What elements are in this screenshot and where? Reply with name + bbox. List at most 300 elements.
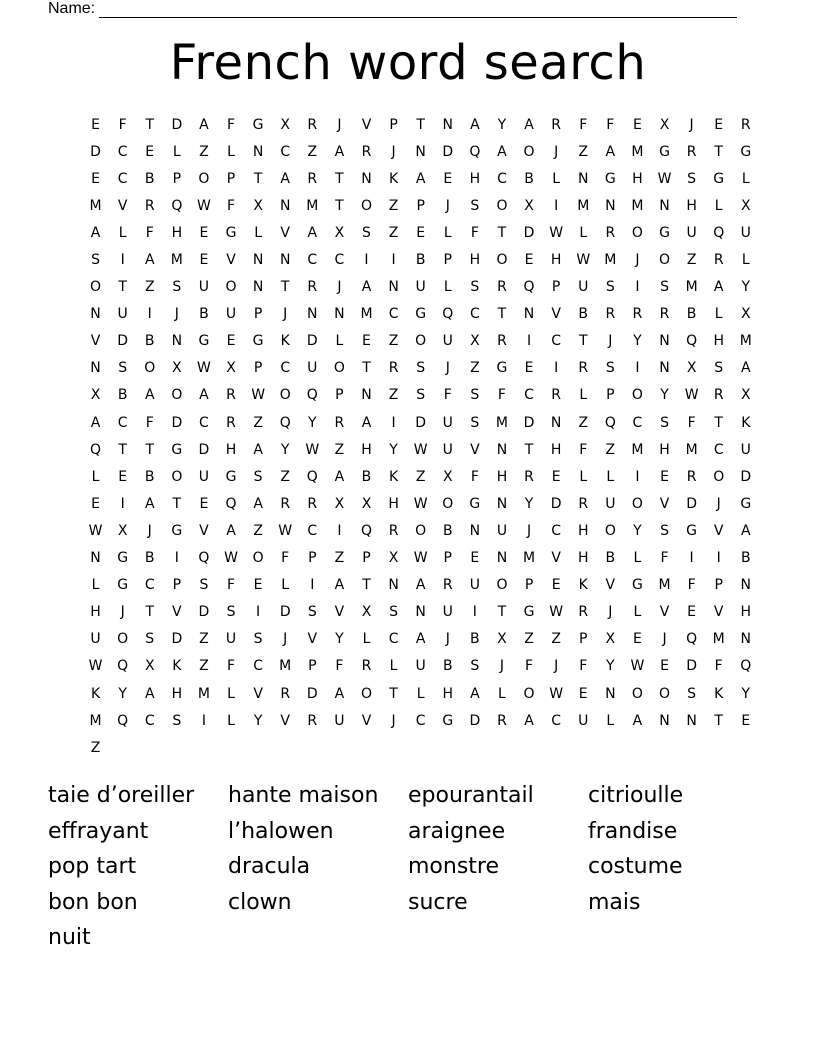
grid-cell: P xyxy=(335,387,344,404)
grid-cell: P xyxy=(226,170,236,187)
grid-cell: V xyxy=(307,631,318,648)
grid-cell: B xyxy=(144,468,155,485)
grid-cell: B xyxy=(361,468,372,485)
grid-cell: E xyxy=(660,658,669,675)
grid-cell: H xyxy=(659,441,670,458)
grid-cell: Q xyxy=(604,414,616,431)
word-list-item: hante maison xyxy=(228,783,379,808)
grid-cell: I xyxy=(201,712,206,729)
grid-cell: T xyxy=(145,604,155,621)
grid-cell: G xyxy=(252,333,264,350)
grid-cell: A xyxy=(226,522,236,539)
grid-cell: O xyxy=(144,360,156,377)
grid-cell: A xyxy=(253,441,263,458)
grid-cell: E xyxy=(524,252,534,269)
grid-cell: H xyxy=(632,170,643,187)
grid-cell: L xyxy=(633,604,642,621)
grid-cell: C xyxy=(713,441,724,458)
grid-cell: H xyxy=(469,170,481,187)
grid-cell: F xyxy=(687,414,696,431)
grid-cell: V xyxy=(226,252,236,269)
grid-cell: U xyxy=(307,360,318,377)
grid-cell: R xyxy=(524,468,534,485)
grid-cell: R xyxy=(144,197,155,214)
grid-cell: I xyxy=(364,252,369,269)
grid-cell: X xyxy=(253,197,263,214)
grid-cell: R xyxy=(442,577,453,594)
page-title: French word search xyxy=(169,35,647,91)
grid-cell: U xyxy=(415,658,426,675)
grid-cell: N xyxy=(171,333,183,350)
grid-cell: M xyxy=(631,441,644,458)
grid-cell: B xyxy=(442,658,453,675)
grid-cell: L xyxy=(552,170,561,187)
grid-cell: Q xyxy=(686,333,698,350)
grid-cell: O xyxy=(279,387,291,404)
grid-cell: J xyxy=(608,333,613,350)
grid-cell: Z xyxy=(578,414,589,431)
grid-cell: C xyxy=(144,577,155,594)
grid-cell: U xyxy=(442,414,453,431)
grid-cell: N xyxy=(415,143,426,160)
grid-cell: Z xyxy=(578,143,589,160)
grid-cell: U xyxy=(225,306,237,323)
grid-cell: N xyxy=(496,550,508,567)
grid-cell: F xyxy=(145,414,154,431)
grid-cell: D xyxy=(198,441,210,458)
grid-cell: T xyxy=(389,685,398,702)
grid-cell: N xyxy=(605,197,616,214)
grid-cell: W xyxy=(413,550,428,567)
grid-cell: E xyxy=(199,495,209,512)
grid-cell: Q xyxy=(686,631,698,648)
grid-cell: U xyxy=(334,712,345,729)
grid-cell: C xyxy=(469,306,480,323)
grid-cell: Z xyxy=(280,468,290,485)
grid-cell: L xyxy=(606,468,615,485)
grid-cell: Q xyxy=(225,495,237,512)
grid-cell: S xyxy=(389,604,399,621)
grid-cell: A xyxy=(334,685,345,702)
grid-cell: E xyxy=(253,577,263,594)
grid-cell: W xyxy=(224,550,238,567)
grid-cell: C xyxy=(144,712,155,729)
grid-cell: I xyxy=(716,550,721,567)
grid-cell: Q xyxy=(90,441,102,458)
grid-cell: T xyxy=(362,360,371,377)
grid-cell: R xyxy=(361,143,372,160)
grid-cell: N xyxy=(334,306,345,323)
grid-cell: R xyxy=(578,495,589,512)
grid-cell: P xyxy=(172,577,182,594)
grid-cell: V xyxy=(280,712,290,729)
grid-cell: H xyxy=(550,252,562,269)
grid-cell: P xyxy=(579,631,588,648)
grid-cell: W xyxy=(576,252,591,269)
grid-cell: J xyxy=(174,306,179,323)
grid-cell: O xyxy=(117,631,129,648)
grid-cell: N xyxy=(279,252,291,269)
grid-cell: X xyxy=(741,306,751,323)
grid-cell: R xyxy=(307,116,318,133)
grid-cell: F xyxy=(606,116,615,133)
grid-cell: P xyxy=(308,550,317,567)
grid-cell: X xyxy=(90,387,101,404)
grid-cell: X xyxy=(226,360,236,377)
grid-cell: X xyxy=(361,495,372,512)
grid-cell: C xyxy=(117,143,128,160)
grid-cell: R xyxy=(497,333,507,350)
grid-cell: U xyxy=(578,712,589,729)
grid-cell: I xyxy=(689,550,694,567)
grid-cell: O xyxy=(496,197,508,214)
grid-cell: D xyxy=(415,414,427,431)
grid-cell: F xyxy=(525,658,534,675)
grid-cell: F xyxy=(226,577,236,594)
grid-cell: G xyxy=(198,333,210,350)
grid-cell: B xyxy=(524,170,534,187)
grid-cell: R xyxy=(307,712,318,729)
grid-cell: R xyxy=(551,387,561,404)
grid-cell: O xyxy=(713,468,725,485)
grid-cell: Z xyxy=(415,468,426,485)
grid-cell: A xyxy=(253,495,263,512)
grid-cell: Y xyxy=(741,685,751,702)
grid-cell: E xyxy=(551,577,561,594)
grid-cell: G xyxy=(225,224,237,241)
grid-cell: C xyxy=(253,658,263,675)
grid-cell: L xyxy=(362,631,371,648)
grid-cell: W xyxy=(88,658,103,675)
grid-cell: R xyxy=(388,360,399,377)
grid-cell: P xyxy=(606,387,615,404)
grid-cell: E xyxy=(226,333,236,350)
grid-cell: M xyxy=(306,197,319,214)
grid-cell: T xyxy=(578,333,588,350)
grid-cell: Q xyxy=(117,712,129,729)
grid-cell: B xyxy=(740,550,751,567)
grid-cell: D xyxy=(171,116,183,133)
grid-cell: I xyxy=(256,604,261,621)
grid-cell: F xyxy=(226,116,236,133)
grid-cell: A xyxy=(741,360,751,377)
grid-cell: R xyxy=(551,116,561,133)
grid-cell: G xyxy=(415,306,427,323)
grid-cell: G xyxy=(713,170,725,187)
grid-cell: E xyxy=(524,360,534,377)
grid-cell: T xyxy=(497,306,507,323)
grid-cell: M xyxy=(685,279,698,296)
grid-cell: X xyxy=(172,360,182,377)
grid-cell: B xyxy=(144,333,155,350)
grid-cell: M xyxy=(604,252,617,269)
grid-cell: C xyxy=(280,143,291,160)
grid-cell: V xyxy=(334,604,345,621)
grid-cell: Y xyxy=(633,522,642,539)
grid-cell: H xyxy=(496,468,508,485)
grid-cell: G xyxy=(252,116,264,133)
grid-cell: A xyxy=(361,414,372,431)
grid-cell: W xyxy=(278,522,293,539)
grid-cell: X xyxy=(117,522,128,539)
grid-cell: N xyxy=(659,333,670,350)
grid-cell: F xyxy=(118,116,127,133)
grid-cell: E xyxy=(199,224,209,241)
grid-cell: R xyxy=(307,495,318,512)
grid-cell: A xyxy=(334,468,345,485)
grid-cell: O xyxy=(631,224,643,241)
grid-cell: F xyxy=(579,441,588,458)
grid-cell: N xyxy=(388,577,399,594)
grid-cell: O xyxy=(252,550,264,567)
grid-cell: U xyxy=(90,631,101,648)
grid-cell: L xyxy=(335,333,344,350)
grid-cell: O xyxy=(442,495,454,512)
grid-cell: A xyxy=(741,522,751,539)
grid-cell: Z xyxy=(253,414,263,431)
grid-cell: N xyxy=(659,712,670,729)
grid-cell: I xyxy=(635,279,640,296)
grid-cell: M xyxy=(170,252,183,269)
grid-cell: A xyxy=(605,143,616,160)
grid-cell: G xyxy=(469,495,481,512)
grid-cell: U xyxy=(442,441,453,458)
grid-cell: R xyxy=(497,279,507,296)
grid-cell: A xyxy=(470,685,480,702)
grid-cell: M xyxy=(89,712,102,729)
grid-cell: N xyxy=(659,360,670,377)
grid-cell: T xyxy=(524,441,534,458)
grid-cell: S xyxy=(605,360,615,377)
grid-cell: D xyxy=(117,333,129,350)
grid-cell: H xyxy=(361,441,372,458)
grid-cell: D xyxy=(550,495,562,512)
grid-cell: F xyxy=(579,658,588,675)
grid-cell: R xyxy=(659,306,670,323)
grid-cell: I xyxy=(120,495,125,512)
grid-cell: H xyxy=(577,522,589,539)
grid-cell: H xyxy=(442,685,454,702)
grid-cell: M xyxy=(89,197,102,214)
grid-cell: P xyxy=(416,197,425,214)
grid-cell: L xyxy=(579,468,588,485)
grid-cell: L xyxy=(443,279,452,296)
grid-cell: O xyxy=(360,197,372,214)
grid-cell: U xyxy=(198,279,210,296)
grid-cell: A xyxy=(415,577,426,594)
grid-cell: E xyxy=(714,116,724,133)
grid-cell: V xyxy=(199,522,209,539)
grid-cell: P xyxy=(443,252,452,269)
grid-cell: V xyxy=(551,550,561,567)
grid-cell: W xyxy=(88,522,103,539)
grid-cell: O xyxy=(604,522,616,539)
grid-cell: B xyxy=(144,550,155,567)
grid-cell: S xyxy=(470,414,480,431)
grid-cell: E xyxy=(199,252,209,269)
grid-cell: Y xyxy=(335,631,344,648)
grid-cell: L xyxy=(91,577,100,594)
grid-cell: G xyxy=(225,468,237,485)
grid-cell: M xyxy=(360,306,373,323)
grid-cell: J xyxy=(391,712,396,729)
grid-cell: L xyxy=(498,685,506,702)
grid-cell: T xyxy=(714,414,723,431)
grid-cell: V xyxy=(117,197,128,214)
grid-cell: U xyxy=(605,495,616,512)
grid-cell: N xyxy=(740,631,752,648)
grid-cell: O xyxy=(90,279,102,296)
grid-cell: T xyxy=(335,170,344,187)
name-field xyxy=(48,0,737,18)
grid-cell: M xyxy=(523,550,536,567)
grid-cell: J xyxy=(147,522,152,539)
grid-cell: C xyxy=(497,170,507,187)
grid-cell: F xyxy=(470,224,479,241)
grid-cell: S xyxy=(714,360,724,377)
grid-cell: J xyxy=(635,252,640,269)
grid-cell: J xyxy=(283,306,288,323)
grid-cell: T xyxy=(118,441,127,458)
grid-cell: O xyxy=(415,333,427,350)
grid-cell: I xyxy=(337,522,342,539)
grid-cell: O xyxy=(496,252,508,269)
grid-cell: C xyxy=(280,360,291,377)
grid-cell: G xyxy=(171,441,183,458)
grid-cell: I xyxy=(554,360,559,377)
grid-cell: N xyxy=(442,116,453,133)
grid-cell: K xyxy=(172,658,182,675)
grid-cell: N xyxy=(90,360,101,377)
grid-cell: C xyxy=(388,631,399,648)
grid-cell: L xyxy=(579,387,588,404)
grid-cell: Z xyxy=(199,658,209,675)
grid-cell: O xyxy=(225,279,237,296)
grid-cell: I xyxy=(147,306,152,323)
grid-cell: Z xyxy=(470,360,480,377)
grid-cell: Q xyxy=(117,658,129,675)
grid-cell: W xyxy=(549,685,564,702)
grid-cell: J xyxy=(526,522,532,539)
grid-cell: N xyxy=(496,441,508,458)
grid-cell: P xyxy=(172,170,182,187)
grid-cell: A xyxy=(415,631,426,648)
grid-cell: X xyxy=(686,360,697,377)
grid-cell: B xyxy=(199,306,209,323)
grid-cell: E xyxy=(578,685,588,702)
word-list-item: monstre xyxy=(408,854,500,879)
grid-cell: E xyxy=(443,170,453,187)
grid-cell: H xyxy=(225,441,237,458)
grid-cell: D xyxy=(469,712,481,729)
grid-cell: U xyxy=(415,279,426,296)
grid-cell: K xyxy=(388,170,399,187)
grid-cell: N xyxy=(361,387,372,404)
grid-cell: O xyxy=(659,685,671,702)
grid-cell: R xyxy=(578,604,589,621)
grid-cell: Q xyxy=(171,197,183,214)
grid-cell: R xyxy=(713,387,724,404)
grid-cell: R xyxy=(686,143,697,160)
grid-cell: S xyxy=(362,224,371,241)
grid-cell: J xyxy=(391,143,396,160)
grid-cell: W xyxy=(197,197,211,214)
grid-cell: Q xyxy=(279,414,291,431)
grid-cell: G xyxy=(117,577,129,594)
grid-cell: W xyxy=(251,387,266,404)
grid-cell: K xyxy=(714,685,724,702)
grid-cell: F xyxy=(145,224,154,241)
grid-cell: Z xyxy=(524,631,534,648)
grid-cell: O xyxy=(198,170,210,187)
grid-cell: O xyxy=(415,522,427,539)
grid-cell: J xyxy=(445,197,450,214)
grid-cell: P xyxy=(551,279,561,296)
grid-cell: Z xyxy=(388,224,399,241)
grid-cell: Y xyxy=(524,495,534,512)
grid-cell: V xyxy=(470,441,480,458)
grid-cell: F xyxy=(281,550,290,567)
grid-cell: E xyxy=(118,468,128,485)
grid-cell: O xyxy=(333,360,345,377)
grid-cell: P xyxy=(362,550,371,567)
grid-cell: J xyxy=(337,279,342,296)
grid-cell: N xyxy=(252,279,264,296)
grid-cell: Z xyxy=(551,631,561,648)
grid-cell: G xyxy=(523,604,535,621)
grid-cell: U xyxy=(740,224,751,241)
grid-cell: C xyxy=(551,712,562,729)
grid-cell: X xyxy=(470,333,480,350)
grid-cell: J xyxy=(608,604,613,621)
grid-cell: F xyxy=(660,550,669,567)
grid-cell: E xyxy=(687,604,697,621)
grid-cell: F xyxy=(497,387,506,404)
word-list-item: l’halowen xyxy=(228,818,334,844)
grid-cell: Z xyxy=(199,143,209,160)
grid-cell: S xyxy=(470,279,480,296)
grid-cell: J xyxy=(283,631,288,648)
grid-cell: Y xyxy=(633,333,642,350)
grid-cell: S xyxy=(605,279,615,296)
grid-cell: T xyxy=(253,170,263,187)
grid-cell: J xyxy=(445,631,450,648)
grid-cell: H xyxy=(90,604,101,621)
name-label: Name: xyxy=(48,0,96,17)
grid-cell: X xyxy=(605,631,616,648)
letter-grid xyxy=(82,111,759,761)
grid-cell: I xyxy=(391,414,396,431)
grid-cell: U xyxy=(496,522,508,539)
grid-cell: X xyxy=(388,550,399,567)
grid-cell: S xyxy=(199,577,209,594)
grid-cell: I xyxy=(635,360,640,377)
grid-cell: J xyxy=(120,604,125,621)
grid-cell: L xyxy=(579,224,588,241)
grid-cell: D xyxy=(279,604,291,621)
grid-cell: D xyxy=(171,414,183,431)
grid-cell: V xyxy=(713,604,724,621)
grid-cell: E xyxy=(145,143,155,160)
grid-cell: T xyxy=(118,279,127,296)
grid-cell: R xyxy=(632,306,643,323)
grid-cell: D xyxy=(90,143,101,160)
grid-cell: D xyxy=(523,224,535,241)
grid-cell: D xyxy=(171,631,183,648)
grid-cell: B xyxy=(578,306,589,323)
grid-cell: V xyxy=(280,224,290,241)
grid-cell: N xyxy=(307,306,318,323)
